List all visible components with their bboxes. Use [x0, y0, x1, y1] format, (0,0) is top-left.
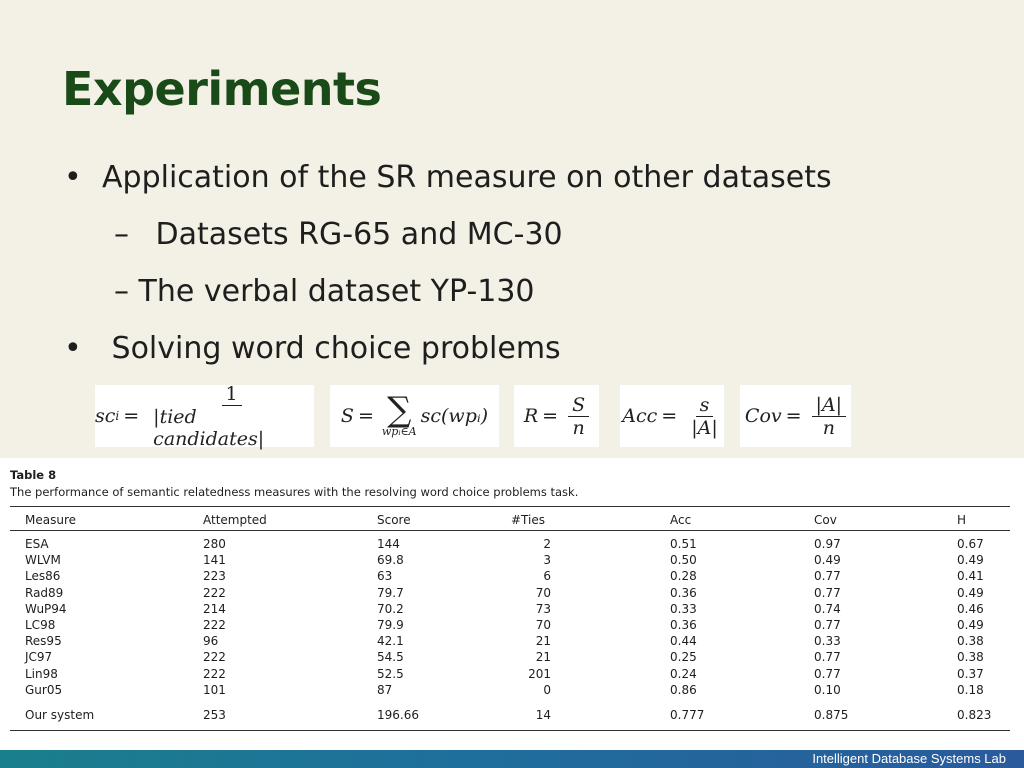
footer-label: Intelligent Database Systems Lab [812, 751, 1006, 766]
table-cell: 0 [543, 682, 551, 697]
table-cell: 63 [377, 569, 393, 584]
table-cell: 0.86 [670, 682, 697, 697]
table-cell: 196.66 [377, 708, 419, 722]
table-cell: 0.49 [957, 553, 984, 568]
sub-bullet-item [114, 274, 535, 309]
table-cell: 87 [377, 682, 393, 697]
table-cell: 70 [535, 618, 551, 632]
table-cell: 21 [535, 650, 551, 665]
table-cell: 201 [528, 666, 551, 681]
table-cell: 14 [535, 708, 551, 722]
table-cell: 0.49 [957, 618, 984, 632]
table-cell: 0.36 [670, 585, 697, 600]
denominator: |A| [691, 416, 718, 439]
table-cell: Rad89 [25, 585, 64, 600]
table-cell: ESA [25, 537, 49, 551]
table-cell: 0.77 [814, 618, 841, 632]
table-row [0, 586, 1024, 602]
numerator: 1 [222, 383, 242, 406]
table-row [0, 602, 1024, 618]
table-cell: Res95 [25, 634, 62, 649]
table-cell: 73 [535, 601, 551, 616]
bullet-item [64, 160, 832, 195]
table-cell: 0.41 [957, 569, 984, 584]
table-cell: 141 [203, 553, 226, 568]
table-header-row [0, 513, 1024, 529]
table-cell: 0.10 [814, 682, 841, 697]
header-cell: #Ties [511, 513, 545, 527]
equals-sign: = [785, 405, 802, 427]
footer-bar [0, 750, 1024, 768]
table-cell: 0.875 [814, 708, 849, 722]
table-row [0, 650, 1024, 666]
table-row [0, 569, 1024, 585]
equals-sign: = [661, 405, 678, 427]
results-table-panel [0, 458, 1024, 750]
table-cell: WuP94 [25, 601, 67, 616]
table-cell: 0.24 [670, 666, 697, 681]
table-cell: 214 [203, 601, 226, 616]
denominator: n [572, 416, 585, 439]
table-cell: 52.5 [377, 666, 404, 681]
table-cell: 69.8 [377, 553, 404, 568]
fraction [687, 394, 722, 439]
table-cell: 70.2 [377, 601, 404, 616]
header-cell: Score [377, 513, 411, 527]
denominator: n [822, 416, 835, 439]
table-cell: 101 [203, 682, 226, 697]
table-cell: Les86 [25, 569, 61, 584]
table-row [0, 634, 1024, 650]
formula-sum [330, 385, 499, 447]
table-cell: 79.9 [377, 618, 404, 632]
formula-r [514, 385, 599, 447]
equals-sign: = [357, 405, 374, 427]
numerator: s [696, 394, 714, 417]
table-title: Table 8 [10, 468, 57, 482]
table-cell: 0.67 [957, 537, 984, 551]
table-cell: 0.777 [670, 708, 705, 722]
sigma-symbol: ∑ [387, 390, 412, 430]
table-cell: 253 [203, 708, 226, 722]
table-row [0, 667, 1024, 683]
table-cell: 54.5 [377, 650, 404, 665]
table-cell: Gur05 [25, 682, 63, 697]
table-cell: 0.97 [814, 537, 841, 551]
table-cell: 3 [543, 553, 551, 568]
table-cell: 223 [203, 569, 226, 584]
table-cell: 42.1 [377, 634, 404, 649]
table-cell: 79.7 [377, 585, 404, 600]
fraction [149, 383, 314, 450]
table-cell: Our system [25, 708, 95, 722]
table-cell: 0.49 [814, 553, 841, 568]
numerator: S [568, 394, 589, 417]
table-cell: 222 [203, 666, 226, 681]
table-row [0, 708, 1024, 724]
table-cell: 0.33 [670, 601, 697, 616]
table-cell: 6 [543, 569, 551, 584]
table-bottom-rule [10, 730, 1010, 731]
bullet-marker: – [114, 274, 129, 309]
bullet-item [64, 331, 561, 366]
numerator: |A| [812, 394, 847, 417]
formula-sc [95, 382, 314, 450]
bullet-marker: • [64, 331, 82, 366]
table-cell: 0.77 [814, 569, 841, 584]
table-cell: WLVM [25, 553, 61, 568]
sub-bullet-item [114, 217, 563, 252]
table-cell: 0.38 [957, 650, 984, 665]
table-cell: 280 [203, 537, 226, 551]
header-cell: Acc [670, 513, 692, 527]
header-cell: Measure [25, 513, 76, 527]
bullet-text: Solving word choice problems [102, 331, 561, 366]
table-cell: JC97 [25, 650, 53, 665]
table-header-rule [10, 530, 1010, 531]
table-cell: 0.38 [957, 634, 984, 649]
bullet-marker: – [114, 217, 129, 252]
table-cell: 21 [535, 634, 551, 649]
header-cell: Attempted [203, 513, 267, 527]
formula-lhs: sc [95, 405, 116, 427]
table-row [0, 553, 1024, 569]
table-cell: 0.46 [957, 601, 984, 616]
table-cell: 0.33 [814, 634, 841, 649]
bullet-text: Datasets RG-65 and MC-30 [146, 217, 563, 252]
table-cell: 0.77 [814, 666, 841, 681]
formula-lhs: R [523, 405, 539, 427]
table-cell: 0.77 [814, 585, 841, 600]
table-cell: 0.44 [670, 634, 697, 649]
bullet-marker: • [64, 160, 82, 195]
formula-lhs: Cov [744, 405, 782, 427]
table-top-rule [10, 506, 1010, 507]
table-cell: 96 [203, 634, 219, 649]
fraction [568, 394, 589, 439]
bullet-text: Application of the SR measure on other datasets [102, 160, 832, 195]
formula-cov [740, 385, 851, 447]
table-cell: 0.28 [670, 569, 697, 584]
table-cell: 0.74 [814, 601, 841, 616]
table-cell: 0.51 [670, 537, 697, 551]
table-cell: 2 [543, 537, 551, 551]
table-cell: 144 [377, 537, 400, 551]
header-cell: H [957, 513, 967, 527]
slide-title: Experiments [62, 62, 382, 116]
table-cell: 0.49 [957, 585, 984, 600]
formula-lhs: S [340, 405, 354, 427]
table-row [0, 683, 1024, 699]
table-cell: 70 [535, 585, 551, 600]
denominator: |tied candidates| [153, 405, 265, 450]
table-cell: Lin98 [25, 666, 58, 681]
table-cell: LC98 [25, 618, 56, 632]
bullet-text: The verbal dataset YP-130 [138, 274, 535, 309]
table-row [0, 618, 1024, 634]
sigma-subscript: wpᵢ∈A [381, 425, 417, 438]
bullet-list [0, 0, 1024, 380]
table-cell: 222 [203, 585, 226, 600]
formula-rhs: sc(wpᵢ) [420, 405, 489, 427]
header-cell: Cov [814, 513, 837, 527]
formula-lhs: Acc [622, 405, 658, 427]
table-cell: 0.36 [670, 618, 697, 632]
table-row [0, 537, 1024, 553]
table-cell: 0.25 [670, 650, 697, 665]
table-cell: 0.18 [957, 682, 984, 697]
equals-sign: = [123, 405, 140, 427]
equals-sign: = [542, 405, 559, 427]
table-cell: 222 [203, 650, 226, 665]
table-cell: 0.37 [957, 666, 984, 681]
formula-acc [620, 385, 724, 447]
summation [381, 390, 417, 438]
formula-subscript: i [115, 409, 120, 423]
table-caption: The performance of semantic relatedness measures with the resolving word choice problems task. [10, 485, 579, 499]
table-cell: 0.50 [670, 553, 697, 568]
table-cell: 222 [203, 618, 226, 632]
table-cell: 0.77 [814, 650, 841, 665]
fraction [812, 394, 847, 439]
table-cell: 0.823 [957, 708, 992, 722]
